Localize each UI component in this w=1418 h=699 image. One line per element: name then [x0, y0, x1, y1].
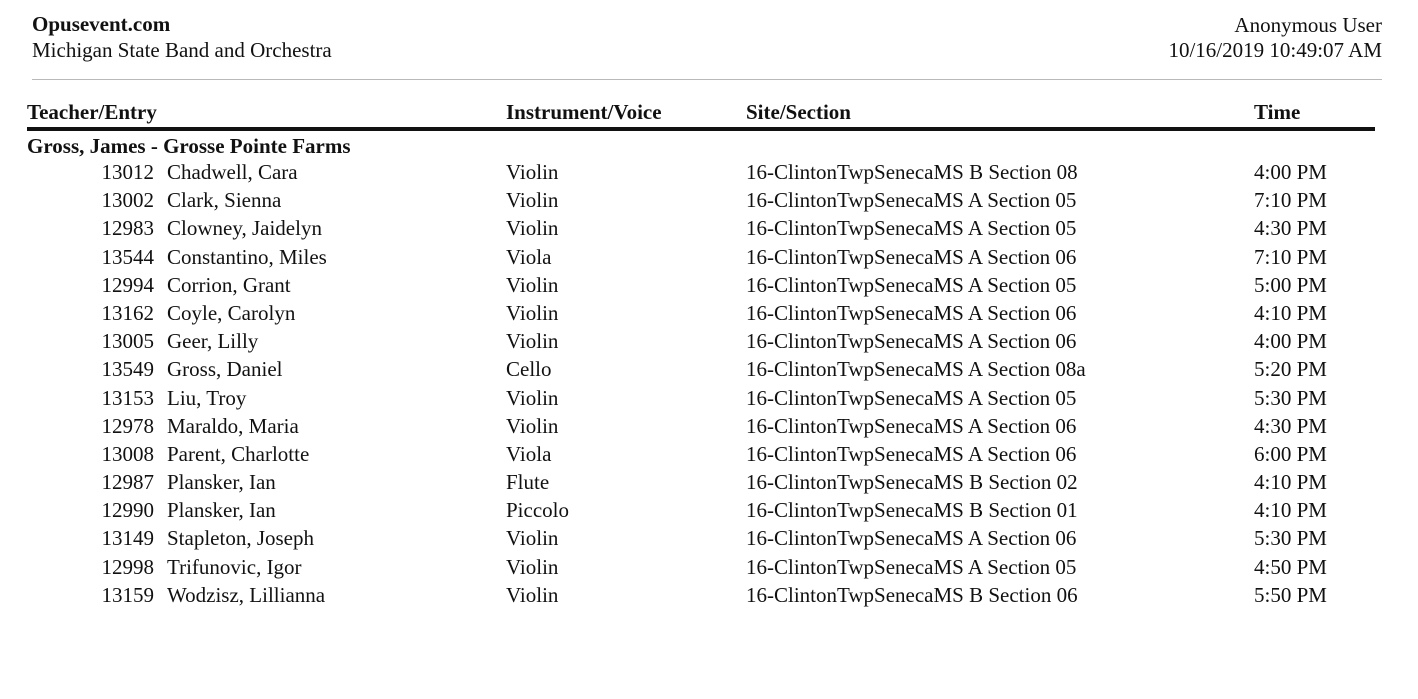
column-header-time: Time [1254, 100, 1301, 124]
entry-name: Liu, Troy [167, 385, 247, 410]
table-row [0, 329, 1418, 357]
report-timestamp: 10/16/2019 10:49:07 AM [1168, 38, 1382, 62]
entry-name: Trifunovic, Igor [167, 554, 302, 579]
entry-instrument: Cello [506, 357, 552, 382]
entry-name: Parent, Charlotte [167, 441, 310, 466]
entry-time: 5:30 PM [1254, 385, 1327, 410]
entry-name: Plansker, Ian [167, 470, 276, 495]
entry-instrument: Violin [506, 385, 559, 410]
entry-time: 4:10 PM [1254, 470, 1327, 495]
column-header-teacher-entry: Teacher/Entry [27, 100, 157, 124]
entry-name: Constantino, Miles [167, 244, 327, 269]
entry-list [0, 160, 1418, 611]
entry-time: 5:20 PM [1254, 357, 1327, 382]
entry-time: 6:00 PM [1254, 441, 1327, 466]
entry-instrument: Viola [506, 244, 552, 269]
entry-id: 13008 [101, 441, 154, 466]
table-row [0, 526, 1418, 554]
entry-instrument: Violin [506, 582, 559, 607]
entry-site-section: 16-ClintonTwpSenecaMS A Section 05 [746, 188, 1077, 213]
entry-site-section: 16-ClintonTwpSenecaMS B Section 02 [746, 470, 1078, 495]
table-row [0, 414, 1418, 442]
entry-time: 4:30 PM [1254, 216, 1327, 241]
table-row [0, 216, 1418, 244]
entry-name: Clark, Sienna [167, 188, 282, 213]
entry-instrument: Violin [506, 216, 559, 241]
entry-instrument: Violin [506, 526, 559, 551]
site-name: Opusevent.com [32, 12, 171, 36]
entry-site-section: 16-ClintonTwpSenecaMS A Section 05 [746, 216, 1077, 241]
entry-id: 12998 [101, 554, 154, 579]
entry-instrument: Violin [506, 300, 559, 325]
table-row [0, 188, 1418, 216]
entry-name: Plansker, Ian [167, 498, 276, 523]
table-row [0, 273, 1418, 301]
header-divider [32, 79, 1382, 80]
table-row [0, 442, 1418, 470]
entry-instrument: Violin [506, 329, 559, 354]
table-row [0, 498, 1418, 526]
entry-time: 4:00 PM [1254, 329, 1327, 354]
table-row [0, 583, 1418, 611]
entry-time: 7:10 PM [1254, 244, 1327, 269]
entry-time: 4:50 PM [1254, 554, 1327, 579]
entry-id: 13162 [101, 300, 154, 325]
table-row [0, 386, 1418, 414]
entry-name: Wodzisz, Lillianna [167, 582, 326, 607]
entry-id: 12987 [101, 470, 154, 495]
entry-site-section: 16-ClintonTwpSenecaMS A Section 06 [746, 244, 1077, 269]
entry-instrument: Violin [506, 272, 559, 297]
table-row [0, 245, 1418, 273]
column-header-site-section: Site/Section [746, 100, 851, 124]
entry-time: 4:10 PM [1254, 498, 1327, 523]
entry-instrument: Violin [506, 188, 559, 213]
entry-time: 4:00 PM [1254, 160, 1327, 184]
user-name: Anonymous User [1234, 13, 1382, 37]
entry-time: 7:10 PM [1254, 188, 1327, 213]
entry-id: 12983 [101, 216, 154, 241]
entry-id: 13544 [101, 244, 154, 269]
entry-id: 13153 [101, 385, 154, 410]
table-row [0, 470, 1418, 498]
entry-time: 5:00 PM [1254, 272, 1327, 297]
entry-id: 13002 [101, 188, 154, 213]
entry-site-section: 16-ClintonTwpSenecaMS A Section 06 [746, 329, 1077, 354]
entry-site-section: 16-ClintonTwpSenecaMS A Section 05 [746, 554, 1077, 579]
entry-site-section: 16-ClintonTwpSenecaMS A Section 06 [746, 413, 1077, 438]
table-row [0, 357, 1418, 385]
entry-instrument: Viola [506, 441, 552, 466]
entry-instrument: Violin [506, 413, 559, 438]
entry-name: Corrion, Grant [167, 272, 291, 297]
table-row [0, 555, 1418, 583]
entry-instrument: Flute [506, 470, 550, 495]
entry-name: Maraldo, Maria [167, 413, 299, 438]
entry-id: 13149 [101, 526, 154, 551]
entry-name: Clowney, Jaidelyn [167, 216, 322, 241]
entry-name: Gross, Daniel [167, 357, 283, 382]
entry-time: 4:30 PM [1254, 413, 1327, 438]
column-header-instrument-voice: Instrument/Voice [506, 100, 662, 124]
entry-site-section: 16-ClintonTwpSenecaMS A Section 06 [746, 526, 1077, 551]
entry-id: 12978 [101, 413, 154, 438]
entry-name: Coyle, Carolyn [167, 300, 296, 325]
entry-id: 12994 [101, 272, 154, 297]
entry-site-section: 16-ClintonTwpSenecaMS A Section 08a [746, 357, 1086, 382]
entry-id: 13012 [101, 160, 154, 184]
entry-id: 12990 [101, 498, 154, 523]
entry-site-section: 16-ClintonTwpSenecaMS B Section 08 [746, 160, 1078, 184]
entry-id: 13549 [101, 357, 154, 382]
entry-time: 4:10 PM [1254, 300, 1327, 325]
entry-id: 13159 [101, 582, 154, 607]
entry-name: Stapleton, Joseph [167, 526, 314, 551]
organization-name: Michigan State Band and Orchestra [32, 38, 332, 62]
entry-site-section: 16-ClintonTwpSenecaMS B Section 01 [746, 498, 1078, 523]
entry-instrument: Violin [506, 160, 559, 184]
entry-time: 5:50 PM [1254, 582, 1327, 607]
entry-name: Chadwell, Cara [167, 160, 298, 184]
entry-time: 5:30 PM [1254, 526, 1327, 551]
entry-site-section: 16-ClintonTwpSenecaMS B Section 06 [746, 582, 1078, 607]
table-row [0, 160, 1418, 188]
entry-id: 13005 [101, 329, 154, 354]
column-header-divider [27, 127, 1375, 131]
entry-name: Geer, Lilly [167, 329, 259, 354]
entry-site-section: 16-ClintonTwpSenecaMS A Section 05 [746, 272, 1077, 297]
table-row [0, 301, 1418, 329]
teacher-group-title: Gross, James - Grosse Pointe Farms [27, 134, 351, 158]
entry-site-section: 16-ClintonTwpSenecaMS A Section 05 [746, 385, 1077, 410]
entry-instrument: Violin [506, 554, 559, 579]
entry-site-section: 16-ClintonTwpSenecaMS A Section 06 [746, 300, 1077, 325]
entry-site-section: 16-ClintonTwpSenecaMS A Section 06 [746, 441, 1077, 466]
entry-instrument: Piccolo [506, 498, 569, 523]
